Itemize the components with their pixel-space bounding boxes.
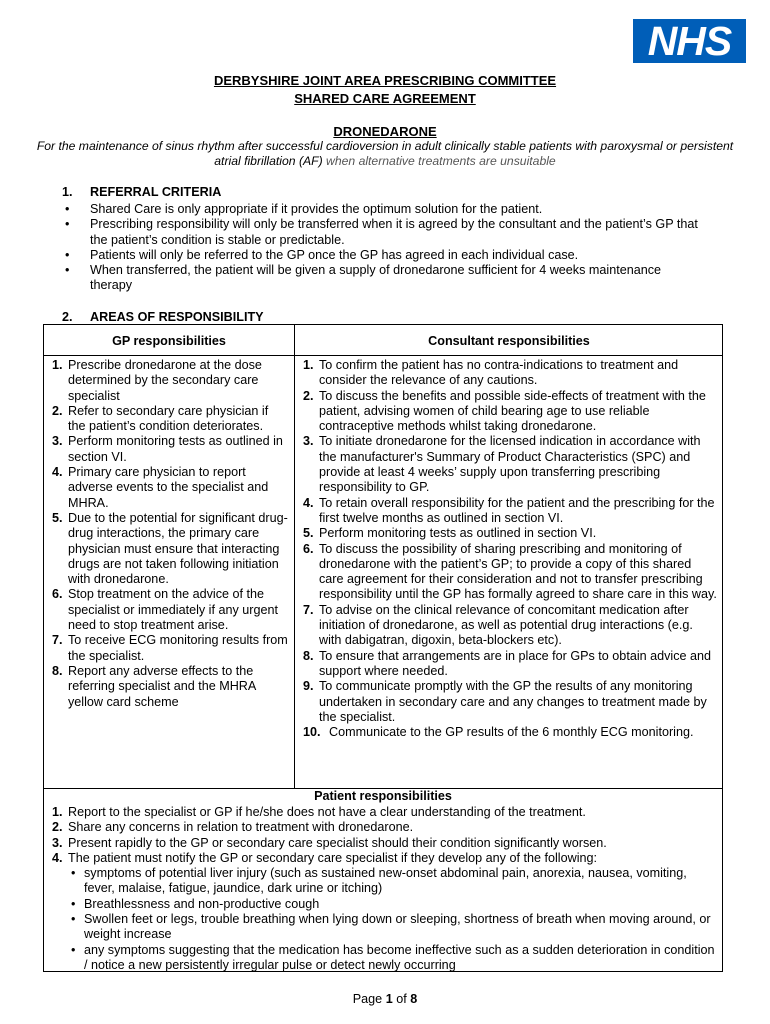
item-text: Refer to secondary care physician if the patient’s condition deteriorates. — [68, 403, 269, 434]
item-text: Perform monitoring tests as outlined in section VI. — [319, 526, 597, 541]
gp-responsibility — [52, 511, 288, 587]
indication-subtitle — [30, 139, 740, 169]
item-text: Prescribe dronedarone at the dose determined by the secondary care specialist — [68, 358, 262, 403]
gp-responsibility — [52, 358, 288, 404]
gp-responsibility — [52, 404, 288, 435]
consultant-responsibility — [303, 649, 717, 680]
item-number: 1. — [52, 805, 63, 819]
gp-responsibility — [52, 434, 288, 465]
patient-symptom: • symptoms of potential liver injury (such as sustained new-onset abdominal pain, anorexia, nausea, vomiting, fever, malaise, fatigue, jaundice, dark urine or itching) — [68, 866, 716, 897]
item-number: 7. — [52, 633, 63, 648]
item-number: 6. — [52, 587, 63, 602]
consultant-responsibility — [303, 603, 717, 649]
patient-symptom: • any symptoms suggesting that the medication has become ineffective such as a sudden deterioration in condition / notice a new persistently irregular pulse or detect newly occurring — [68, 943, 716, 974]
committee-title: DERBYSHIRE JOINT AREA PRESCRIBING COMMITTEE — [213, 73, 557, 88]
patient-responsibility — [52, 805, 716, 820]
item-text: To confirm the patient has no contra-indications to treatment and consider the relevance of any cautions. — [319, 358, 679, 388]
item-number: 1. — [303, 358, 314, 372]
item-text: Present rapidly to the GP or secondary care specialist should their condition significantly worsen. — [68, 835, 607, 850]
item-text: To retain overall responsibility for the patient and the prescribing for the first twelve months as outlined in section VI. — [319, 495, 715, 525]
page-label: Page — [352, 992, 386, 1006]
item-text: To initiate dronedarone for the licensed indication in accordance with the manufacturer's Summary of Product Characteristics (SPC) and provide at least 4 weeks’ supply upon transferring prescribing responsibility to GP. — [319, 434, 701, 495]
item-text: To communicate promptly with the GP the results of any monitoring undertaken in secondary care and any changes to treatment made by the specialist. — [319, 679, 707, 724]
item-text: Report any adverse effects to the referring specialist and the MHRA yellow card scheme — [68, 663, 256, 709]
section-number: 1. — [62, 185, 73, 199]
column-divider — [294, 325, 295, 788]
referral-criterion: • Shared Care is only appropriate if it provides the optimum solution for the patient. — [62, 202, 702, 217]
item-number: 4. — [52, 465, 63, 480]
patient-responsibilities-list — [52, 805, 716, 866]
consultant-responsibility — [303, 434, 717, 495]
referral-criterion: • When transferred, the patient will be given a supply of dronedarone sufficient for 4 weeks maintenance therapy — [62, 263, 702, 294]
item-text: Stop treatment on the advice of the specialist or immediately if any urgent need to stop treatment arise. — [68, 587, 278, 633]
item-number: 4. — [303, 495, 314, 510]
item-text: Communicate to the GP results of the 6 monthly ECG monitoring. — [329, 725, 694, 740]
patient-symptom: • Swollen feet or legs, trouble breathing when lying down or sleeping, shortness of breath when moving around, or weight increase — [68, 912, 716, 943]
consultant-responsibility — [303, 679, 717, 725]
gp-responsibility — [52, 633, 288, 664]
consultant-responsibility — [303, 526, 717, 541]
gp-responsibilities-header: GP responsibilities — [112, 334, 226, 348]
section-number: 2. — [62, 310, 73, 324]
item-number: 1. — [52, 358, 63, 372]
item-number: 7. — [303, 602, 314, 617]
item-number: 3. — [52, 835, 63, 850]
gp-responsibilities-list — [52, 358, 288, 710]
consultant-responsibility — [303, 358, 717, 389]
item-number: 2. — [52, 403, 63, 418]
drug-title: DRONEDARONE — [333, 124, 437, 139]
page-number: 1 — [385, 992, 393, 1006]
patient-symptom: • Breathlessness and non-productive cough — [68, 897, 716, 912]
item-text: Share any concerns in relation to treatment with dronedarone. — [68, 820, 414, 835]
indication-text: For the maintenance of sinus rhythm after successful cardioversion in adult clinically stable patients with paroxysmal or persistent atrial fibrillation (AF) — [36, 139, 734, 168]
item-number: 3. — [52, 434, 63, 449]
consultant-responsibility — [303, 725, 717, 740]
item-text: Report to the specialist or GP if he/she does not have a clear understanding of the treatment. — [68, 805, 586, 819]
consultant-responsibility — [303, 496, 717, 527]
indication-suffix: when alternative treatments are unsuitable — [322, 154, 556, 168]
consultant-responsibility — [303, 542, 717, 603]
section-heading-referral — [62, 185, 221, 200]
patient-responsibilities — [52, 805, 716, 973]
referral-criterion: • Prescribing responsibility will only be transferred when it is agreed by the consultant and the patient’s GP that the patient’s condition is stable or predictable. — [62, 217, 702, 248]
referral-criterion: • Patients will only be referred to the GP once the GP has agreed in each individual case. — [62, 248, 702, 263]
item-number: 4. — [52, 850, 63, 865]
referral-criteria-list — [62, 202, 702, 294]
item-text: To ensure that arrangements are in place for GPs to obtain advice and support where needed. — [319, 648, 712, 678]
responsibility-table — [43, 324, 723, 972]
page-of: of — [392, 992, 411, 1006]
page-total: 8 — [410, 992, 418, 1006]
item-text: Primary care physician to report adverse events to the specialist and MHRA. — [68, 465, 269, 510]
item-number: 5. — [303, 526, 314, 541]
item-text: Due to the potential for significant drug-drug interactions, the primary care physician must ensure that interacting drugs are not taken following initiation with dronedarone. — [68, 510, 288, 587]
item-number: 9. — [303, 679, 314, 694]
gp-responsibility — [52, 465, 288, 511]
item-number: 10. — [303, 725, 321, 740]
item-number: 8. — [52, 663, 63, 678]
section-title: REFERRAL CRITERIA — [90, 185, 222, 199]
gp-responsibility — [52, 664, 288, 710]
section-title: AREAS OF RESPONSIBILITY — [90, 310, 264, 324]
patient-responsibility — [52, 820, 716, 835]
page-footer — [0, 992, 770, 1007]
patient-responsibility — [52, 851, 716, 866]
item-number: 2. — [303, 388, 314, 403]
section-heading-responsibility — [62, 310, 264, 325]
item-number: 6. — [303, 541, 314, 556]
consultant-responsibility — [303, 389, 717, 435]
consultant-responsibilities-header: Consultant responsibilities — [428, 334, 590, 348]
patient-responsibilities-header: Patient responsibilities — [314, 789, 452, 803]
patient-responsibility — [52, 836, 716, 851]
header-divider — [44, 355, 722, 356]
item-text: To discuss the possibility of sharing prescribing and monitoring of dronedarone with the patient’s GP; to provide a copy of this shared care agreement for their consideration and not to transfer prescribing responsibility until the GP has formally agreed to share care in this way. — [319, 541, 717, 602]
item-text: The patient must notify the GP or secondary care specialist if they develop any of the following: — [68, 850, 597, 865]
nhs-logo: NHS — [633, 19, 746, 63]
consultant-responsibilities-list — [303, 358, 717, 740]
item-number: 8. — [303, 648, 314, 663]
item-number: 3. — [303, 434, 314, 449]
item-text: To advise on the clinical relevance of concomitant medication after initiation of dronedarone, as well as potential drug interactions (e.g. with dabigatran, digoxin, beta-blockers etc). — [319, 602, 693, 648]
gp-responsibility — [52, 587, 288, 633]
item-text: To receive ECG monitoring results from the specialist. — [68, 633, 288, 663]
item-number: 5. — [52, 510, 63, 525]
item-text: To discuss the benefits and possible side-effects of treatment with the patient, advising women of child bearing age to use reliable contraceptive methods whilst taking dronedarone. — [319, 388, 706, 434]
item-number: 2. — [52, 820, 63, 835]
item-text: Perform monitoring tests as outlined in section VI. — [68, 434, 283, 464]
patient-symptom-list — [68, 866, 716, 973]
agreement-title: SHARED CARE AGREEMENT — [294, 91, 476, 106]
